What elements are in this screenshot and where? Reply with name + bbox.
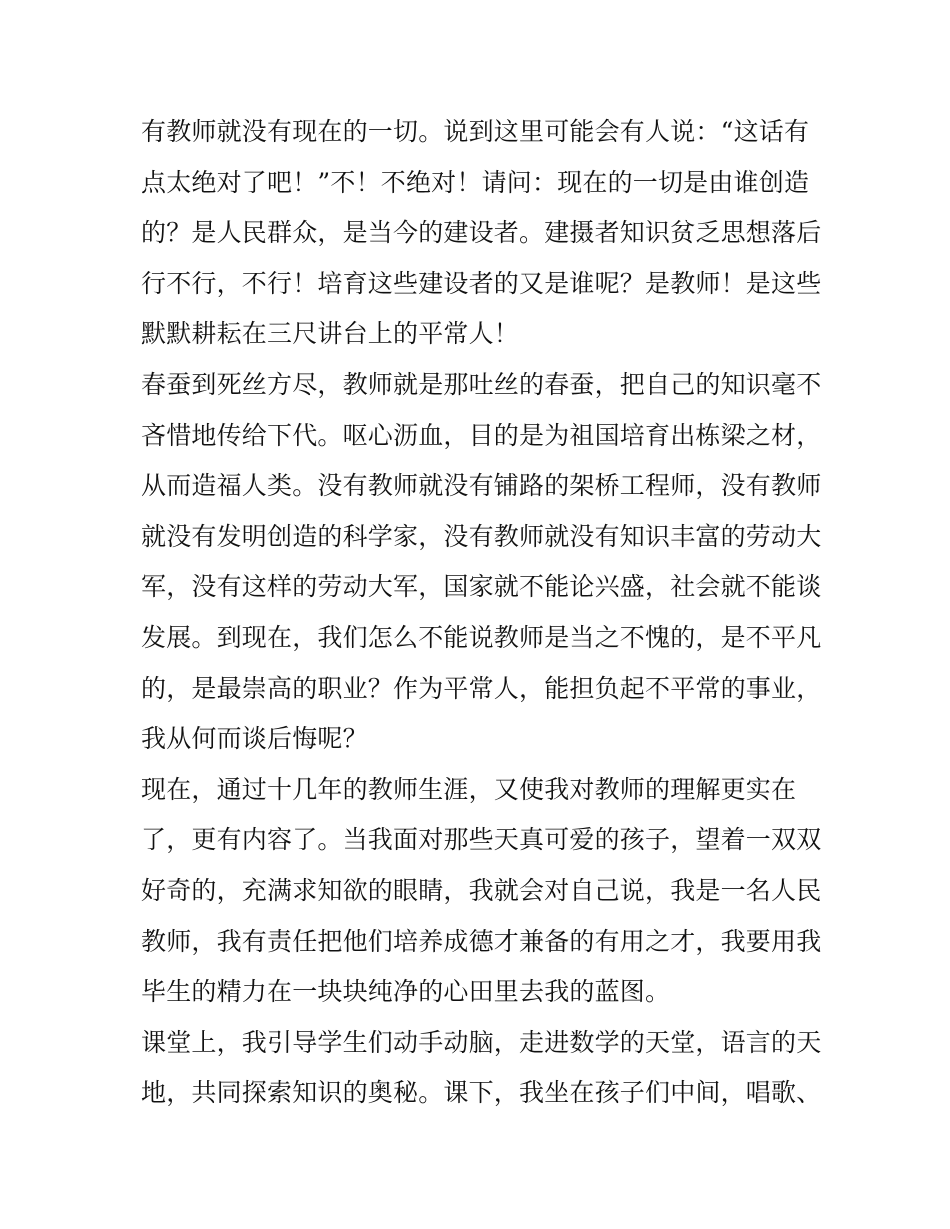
text-line: 课堂上，我引导学生们动手动脑，走进数学的天堂，语言的天 — [141, 1027, 822, 1057]
body-text — [141, 107, 822, 1119]
text-line: 了，更有内容了。当我面对那些天真可爱的孩子，望着一双双 — [141, 825, 822, 855]
text-line: 吝惜地传给下代。呕心沥血，目的是为祖国培育出栋梁之材， — [141, 420, 822, 450]
text-line: 我从何而谈后悔呢？ — [141, 724, 368, 754]
text-line: 毕生的精力在一块块纯净的心田里去我的蓝图。 — [141, 977, 671, 1007]
text-line: 春蚕到死丝方尽，教师就是那吐丝的春蚕，把自己的知识毫不 — [141, 369, 822, 399]
text-line: 的？是人民群众，是当今的建设者。建摄者知识贫乏思想落后 — [141, 218, 822, 248]
text-line: 好奇的，充满求知欲的眼睛，我就会对自己说，我是一名人民 — [141, 875, 822, 905]
text-line: 地，共同探索知识的奥秘。课下，我坐在孩子们中间，唱歌、 — [141, 1078, 822, 1108]
text-line: 现在，通过十几年的教师生涯，又使我对教师的理解更实在 — [141, 774, 797, 804]
text-line: 教师，我有责任把他们培养成德才兼备的有用之才，我要用我 — [141, 926, 822, 956]
text-line: 发展。到现在，我们怎么不能说教师是当之不愧的，是不平凡 — [141, 622, 822, 652]
text-line: 从而造福人类。没有教师就没有铺路的架桥工程师，没有教师 — [141, 471, 822, 501]
text-line: 点太绝对了吧！”不！不绝对！请问：现在的一切是由谁创造 — [141, 167, 810, 197]
text-line: 行不行，不行！培育这些建设者的又是谁呢？是教师！是这些 — [141, 268, 822, 298]
text-line: 就没有发明创造的科学家，没有教师就没有知识丰富的劳动大 — [141, 521, 822, 551]
text-line: 有教师就没有现在的一切。说到这里可能会有人说：“这话有 — [141, 117, 810, 146]
text-line: 的，是最崇高的职业？作为平常人，能担负起不平常的事业， — [141, 673, 822, 703]
text-line: 默默耕耘在三尺讲台上的平常人！ — [141, 319, 520, 349]
text-line: 军，没有这样的劳动大军，国家就不能论兴盛，社会就不能谈 — [141, 572, 822, 602]
